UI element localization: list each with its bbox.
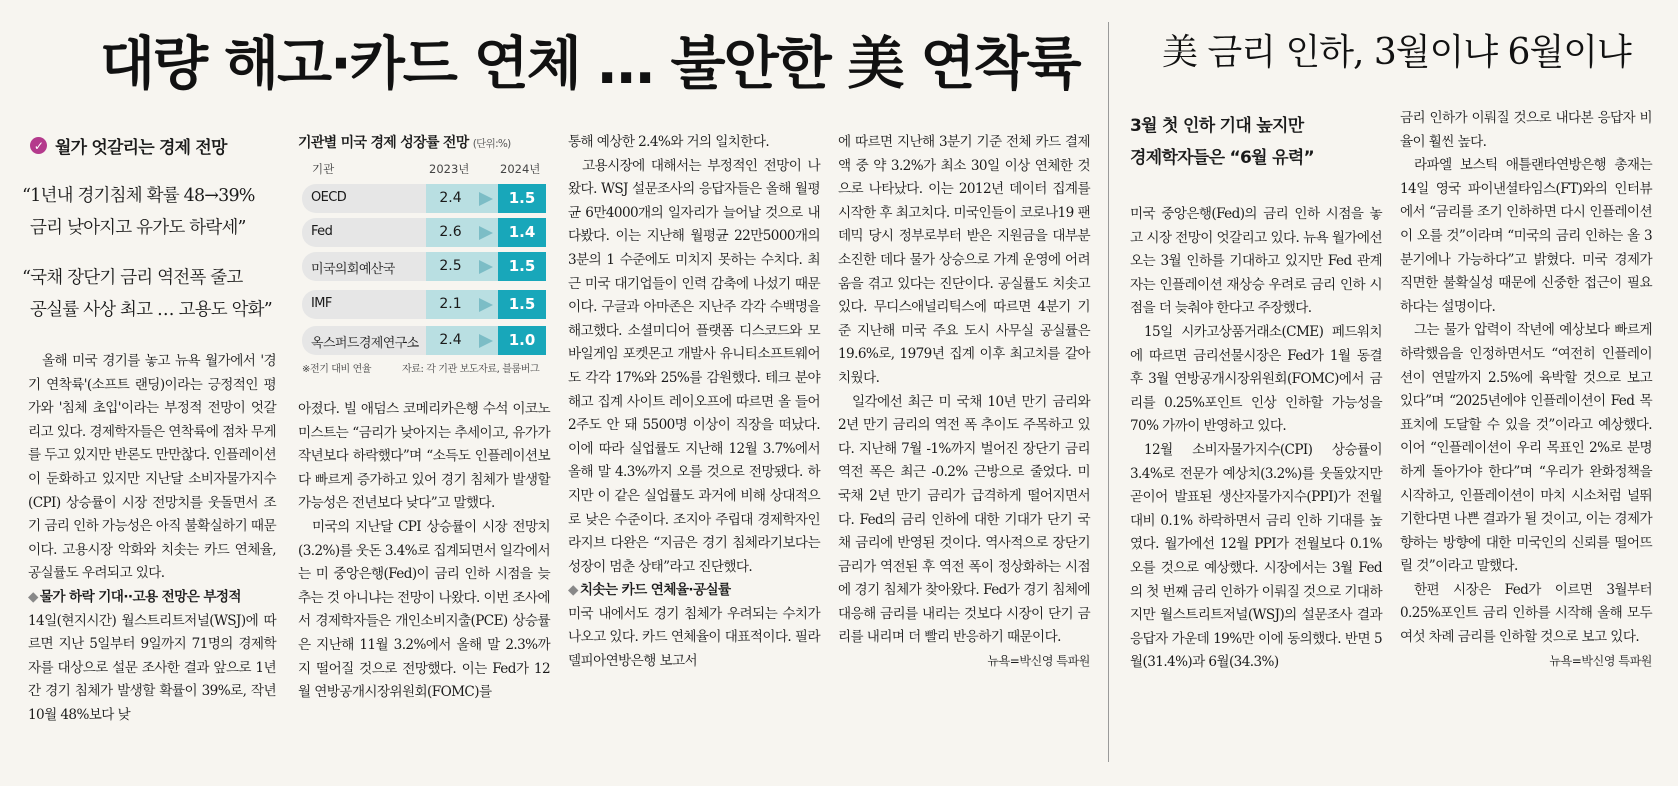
pull-quote-line: 공실률 사상 최고 … 고용도 악화” bbox=[30, 300, 272, 320]
arrow-right-icon bbox=[475, 290, 498, 319]
table-value-2024: 1.5 bbox=[498, 184, 546, 213]
table-value-2024: 1.5 bbox=[498, 290, 546, 319]
paragraph: 에 따르면 지난해 3분기 기준 전체 카드 결제액 중 약 3.2%가 최소 30일 이상 연체한 것으로 나타났다. 이는 2012년 데이터 집계를 시작한 후 최고치다. 미국인들이 코로나19 팬데믹 당시 정부로부터 받은 지원금을 대부분 소진한 데다 물가 상승으로 가계 운영에 어려움을 겪고 있다는 진단이다. 공실률도 치솟고 있다. 무디스애널리틱스에 따르면 4분기 기준 지난해 미국 주요 도시 사무실 공실률은 19.6%로, 1979년 집계 이후 최고치를 갈아치웠다. bbox=[838, 134, 1090, 386]
paragraph: 미국의 지난달 CPI 상승률이 시장 전망치(3.2%)를 웃돈 3.4%로 집계되면서 일각에서는 미 중앙은행(Fed)이 금리 인하 시점을 늦추는 것 아니냐는 전망이 나왔다. 이번 조사에서 경제학자들은 개인소비지출(PCE) 상승률은 지난해 11월 3.2%에서 올해 말 2.3%까지 떨어질 것으로 전망했다. 이는 Fed가 12월 연방공개시장위원회(FOMC)를 bbox=[298, 518, 550, 701]
table-header-2024: 2024년 bbox=[500, 162, 541, 176]
arrow-right-icon bbox=[475, 252, 498, 281]
paragraph: 15일 시카고상품거래소(CME) 페드워치에 따르면 금리선물시장은 Fed가 1월 동결 후 3월 연방공개시장위원회(FOMC)에서 금리를 0.25%포인트 인상 인하할 가능성을 70% 가까이 반영하고 있다. bbox=[1130, 323, 1382, 435]
paragraph: 한편 시장은 Fed가 이르면 3월부터 0.25%포인트 금리 인하를 시작해 올해 모두 여섯 차례 금리를 인하할 것으로 보고 있다. bbox=[1400, 581, 1652, 646]
arrow-right-icon bbox=[475, 218, 498, 247]
table-value-2024: 1.4 bbox=[498, 218, 546, 247]
table-row bbox=[302, 218, 546, 247]
table-row bbox=[302, 290, 546, 319]
table-org: OECD bbox=[311, 190, 347, 205]
paragraph: 라파엘 보스틱 애틀랜타연방은행 총재는 14일 영국 파이낸셜타임스(FT)와의 인터뷰에서 “금리를 조기 인하하면 다시 인플레이션이 오를 것”이라며 “미국의 금리 인하는 올 3분기에나 가능하다”고 밝혔다. 미국 경제가 직면한 불확실성 때문에 신중한 접근이 필요하다는 설명이다. bbox=[1400, 157, 1652, 315]
byline: 뉴욕=박신영 특파원 bbox=[1549, 653, 1652, 668]
paragraph: 그는 물가 압력이 작년에 예상보다 빠르게 하락했음을 인정하면서도 “여전히 인플레이션이 연말까지 2.5%에 육박할 것으로 보고 있다”며 “2025년에야 인플레이션이 Fed 목표치에 도달할 수 있을 것”이라고 예상했다. 이어 “인플레이션이 우리 목표인 2%로 분명하게 돌아가야 한다”며 “우리가 완화정책을 시작하고, 인플레이션이 마치 시소처럼 널뛰기한다면 나쁜 결과가 될 것이고, 이는 경제가 향하는 방향에 대한 미국인의 신뢰를 떨어뜨릴 것”이라고 말했다. bbox=[1400, 322, 1652, 575]
table-row bbox=[302, 326, 546, 355]
table-header-org: 기관 bbox=[312, 162, 335, 176]
table-unit: (단위:%) bbox=[472, 138, 511, 150]
table-value-2024: 1.5 bbox=[498, 252, 546, 281]
table-value-2023: 2.1 bbox=[426, 290, 475, 319]
arrow-right-icon bbox=[475, 326, 498, 355]
check-icon: ✓ bbox=[30, 137, 47, 154]
side-subheading bbox=[1130, 110, 1314, 174]
table-org: Fed bbox=[311, 224, 333, 239]
paragraph: 일각에선 최근 미 국채 10년 만기 금리와 2년 만기 금리의 역전 폭 추이도 주목하고 있다. 지난해 7월 -1%까지 벌어진 장단기 금리 역전 폭은 최근 -0.2% 근방으로 줄었다. 미 국채 2년 만기 금리가 급격하게 떨어지면서다. Fed의 금리 인하에 대한 기대가 단기 국채 금리에 반영된 것이다. 역사적으로 장단기 금리가 역전된 후 역전 폭이 정상화하는 시점에 경기 침체가 찾아왔다. Fed가 경기 침체에 대응해 금리를 내리는 것보다 시장이 단기 금리를 내리며 더 빨리 반응하기 때문이다. bbox=[838, 393, 1090, 646]
pull-quote-line: “1년내 경기침체 확률 48→39% bbox=[22, 186, 255, 206]
article-column-2 bbox=[298, 398, 550, 705]
article-column-4 bbox=[838, 131, 1090, 674]
table-row bbox=[302, 184, 546, 213]
byline: 뉴욕=박신영 특파원 bbox=[987, 654, 1090, 669]
article-column-3 bbox=[568, 131, 820, 674]
side-subheading-line: 3월 첫 인하 기대 높지만 bbox=[1130, 116, 1304, 136]
pull-quote-line: 금리 낮아지고 유가도 하락세” bbox=[30, 218, 246, 238]
kicker bbox=[30, 133, 227, 158]
table-title bbox=[298, 132, 511, 152]
table-header-2023: 2023년 bbox=[429, 162, 470, 176]
paragraph: 고용시장에 대해서는 부정적인 전망이 나왔다. WSJ 설문조사의 응답자들은 올해 월평균 6만4000개의 일자리가 늘어날 것으로 내다봤다. 이는 지난해 월평균 22만5000개의 3분의 1 수준에도 미치지 못하는 수치다. 최근 미국 대기업들이 인력 감축에 나섰기 때문이다. 구글과 아마존은 지난주 각각 수백명을 해고했다. 소셜미디어 플랫폼 디스코드와 모바일게임 포켓몬고 개발사 유니티소프트웨어도 각각 17%와 25%를 감원했다. 테크 분야 해고 집계 사이트 레이오프에 따르면 올 들어 2주도 안 돼 5500명 이상이 직장을 떠났다. 이에 따라 실업률도 지난해 12월 3.7%에서 올해 말 4.3%까지 오를 것으로 전망됐다. 하지만 이 같은 실업률도 과거에 비해 상대적으로 낮은 수준이다. 조지아 주립대 경제학자인 라지브 다완은 “지금은 경기 침체라기보다는 성장이 멈춘 상태”라고 진단했다. bbox=[568, 157, 820, 575]
table-value-2023: 2.4 bbox=[426, 184, 475, 213]
column-divider bbox=[1108, 22, 1109, 762]
table-value-2024: 1.0 bbox=[498, 326, 546, 355]
paragraph: 아졌다. 빌 애덤스 코메리카은행 수석 이코노미스트는 “금리가 낮아지는 추세이고, 유가가 작년보다 하락했다”며 “소득도 인플레이션보다 빠르게 증가하고 있어 경기 침체가 발생할 가능성은 전년보다 낮다”고 말했다. bbox=[298, 401, 550, 512]
paragraph: 올해 미국 경기를 놓고 뉴욕 월가에서 '경기 연착륙'(소프트 랜딩)이라는 긍정적인 평가와 '침체 초입'이라는 부정적 전망이 엇갈리고 있다. 경제학자들은 연착륙에 점차 무게를 두고 있지만 반론도 만만찮다. 인플레이션이 둔화하고 있지만 지난달 소비자물가지수(CPI) 상승률이 시장 전망치를 웃돌면서 조기 금리 인하 가능성은 아직 불확실하기 때문이다. 고용시장 악화와 치솟는 카드 연체율, 공실률도 우려되고 있다. bbox=[28, 353, 276, 582]
side-column-1 bbox=[1130, 203, 1382, 675]
table-value-2023: 2.6 bbox=[426, 218, 475, 247]
arrow-right-icon bbox=[475, 184, 498, 213]
table-org: 옥스퍼드경제연구소 bbox=[311, 336, 419, 351]
subheading: ◆ 치솟는 카드 연체율·공실률 bbox=[568, 579, 820, 603]
subheading: ◆ 물가 하락 기대··고용 전망은 부정적 bbox=[28, 586, 276, 610]
pull-quote-1 bbox=[22, 180, 255, 244]
paragraph: 미국 중앙은행(Fed)의 금리 인하 시점을 놓고 시장 전망이 엇갈리고 있다. 뉴욕 월가에선 오는 3월 인하를 기대하고 있지만 Fed 관계자는 인플레이션 재상승 우려로 금리 인하 시점을 더 늦춰야 한다고 주장했다. bbox=[1130, 206, 1382, 317]
paragraph: 12월 소비자물가지수(CPI) 상승률이 3.4%로 전문가 예상치(3.2%)를 웃돌았지만 곧이어 발표된 생산자물가지수(PPI)가 전월 대비 0.1% 하락하면서 금리 인하 기대를 높였다. 월가에선 12월 PPI가 전월보다 0.1% 오를 것으로 예상했다. 시장에서는 3월 Fed의 첫 번째 금리 인하가 이뤄질 것으로 기대하지만 월스트리트저널(WSJ)의 설문조사 결과 응답자 가운데 19%만 이에 동의했다. 반면 5월(31.4%)과 6월(34.3%) bbox=[1130, 441, 1382, 671]
side-subheading-line: 경제학자들은 “6월 유력” bbox=[1130, 148, 1315, 168]
table-value-2023: 2.4 bbox=[426, 326, 475, 355]
paragraph: 금리 인하가 이뤄질 것으로 내다본 응답자 비율이 훨씬 높다. bbox=[1400, 110, 1652, 150]
table-value-2023: 2.5 bbox=[426, 252, 475, 281]
table-org: 미국의회예산국 bbox=[311, 262, 395, 277]
pull-quote-2 bbox=[22, 262, 272, 326]
pull-quote-line: “국채 장단기 금리 역전폭 줄고 bbox=[22, 268, 243, 288]
table-note: ※전기 대비 연율 bbox=[302, 364, 372, 375]
table-org: IMF bbox=[311, 296, 332, 311]
table-row bbox=[302, 252, 546, 281]
table-title-text: 기관별 미국 경제 성장률 전망 bbox=[298, 135, 469, 151]
kicker-label: 월가 엇갈리는 경제 전망 bbox=[55, 138, 227, 158]
table-source: 자료: 각 기관 보도자료, 블룸버그 bbox=[402, 364, 540, 375]
side-headline: 美 금리 인하, 3월이냐 6월이냐 bbox=[1162, 32, 1631, 73]
paragraph: 통해 예상한 2.4%와 거의 일치한다. bbox=[568, 134, 770, 150]
paragraph: 14일(현지시간) 월스트리트저널(WSJ)에 따르면 지난 5일부터 9일까지 71명의 경제학자를 대상으로 설문 조사한 결과 앞으로 1년간 경기 침체가 발생할 확률이 39%로, 작년 10월 48%보다 낮 bbox=[28, 612, 276, 723]
main-headline: 대량 해고·카드 연체 … 불안한 美 연착륙 bbox=[100, 31, 1080, 97]
article-column-1 bbox=[28, 350, 276, 728]
side-column-2 bbox=[1400, 107, 1652, 673]
paragraph: 미국 내에서도 경기 침체가 우려되는 수치가 나오고 있다. 카드 연체율이 대표적이다. 필라델피아연방은행 보고서 bbox=[568, 605, 820, 670]
